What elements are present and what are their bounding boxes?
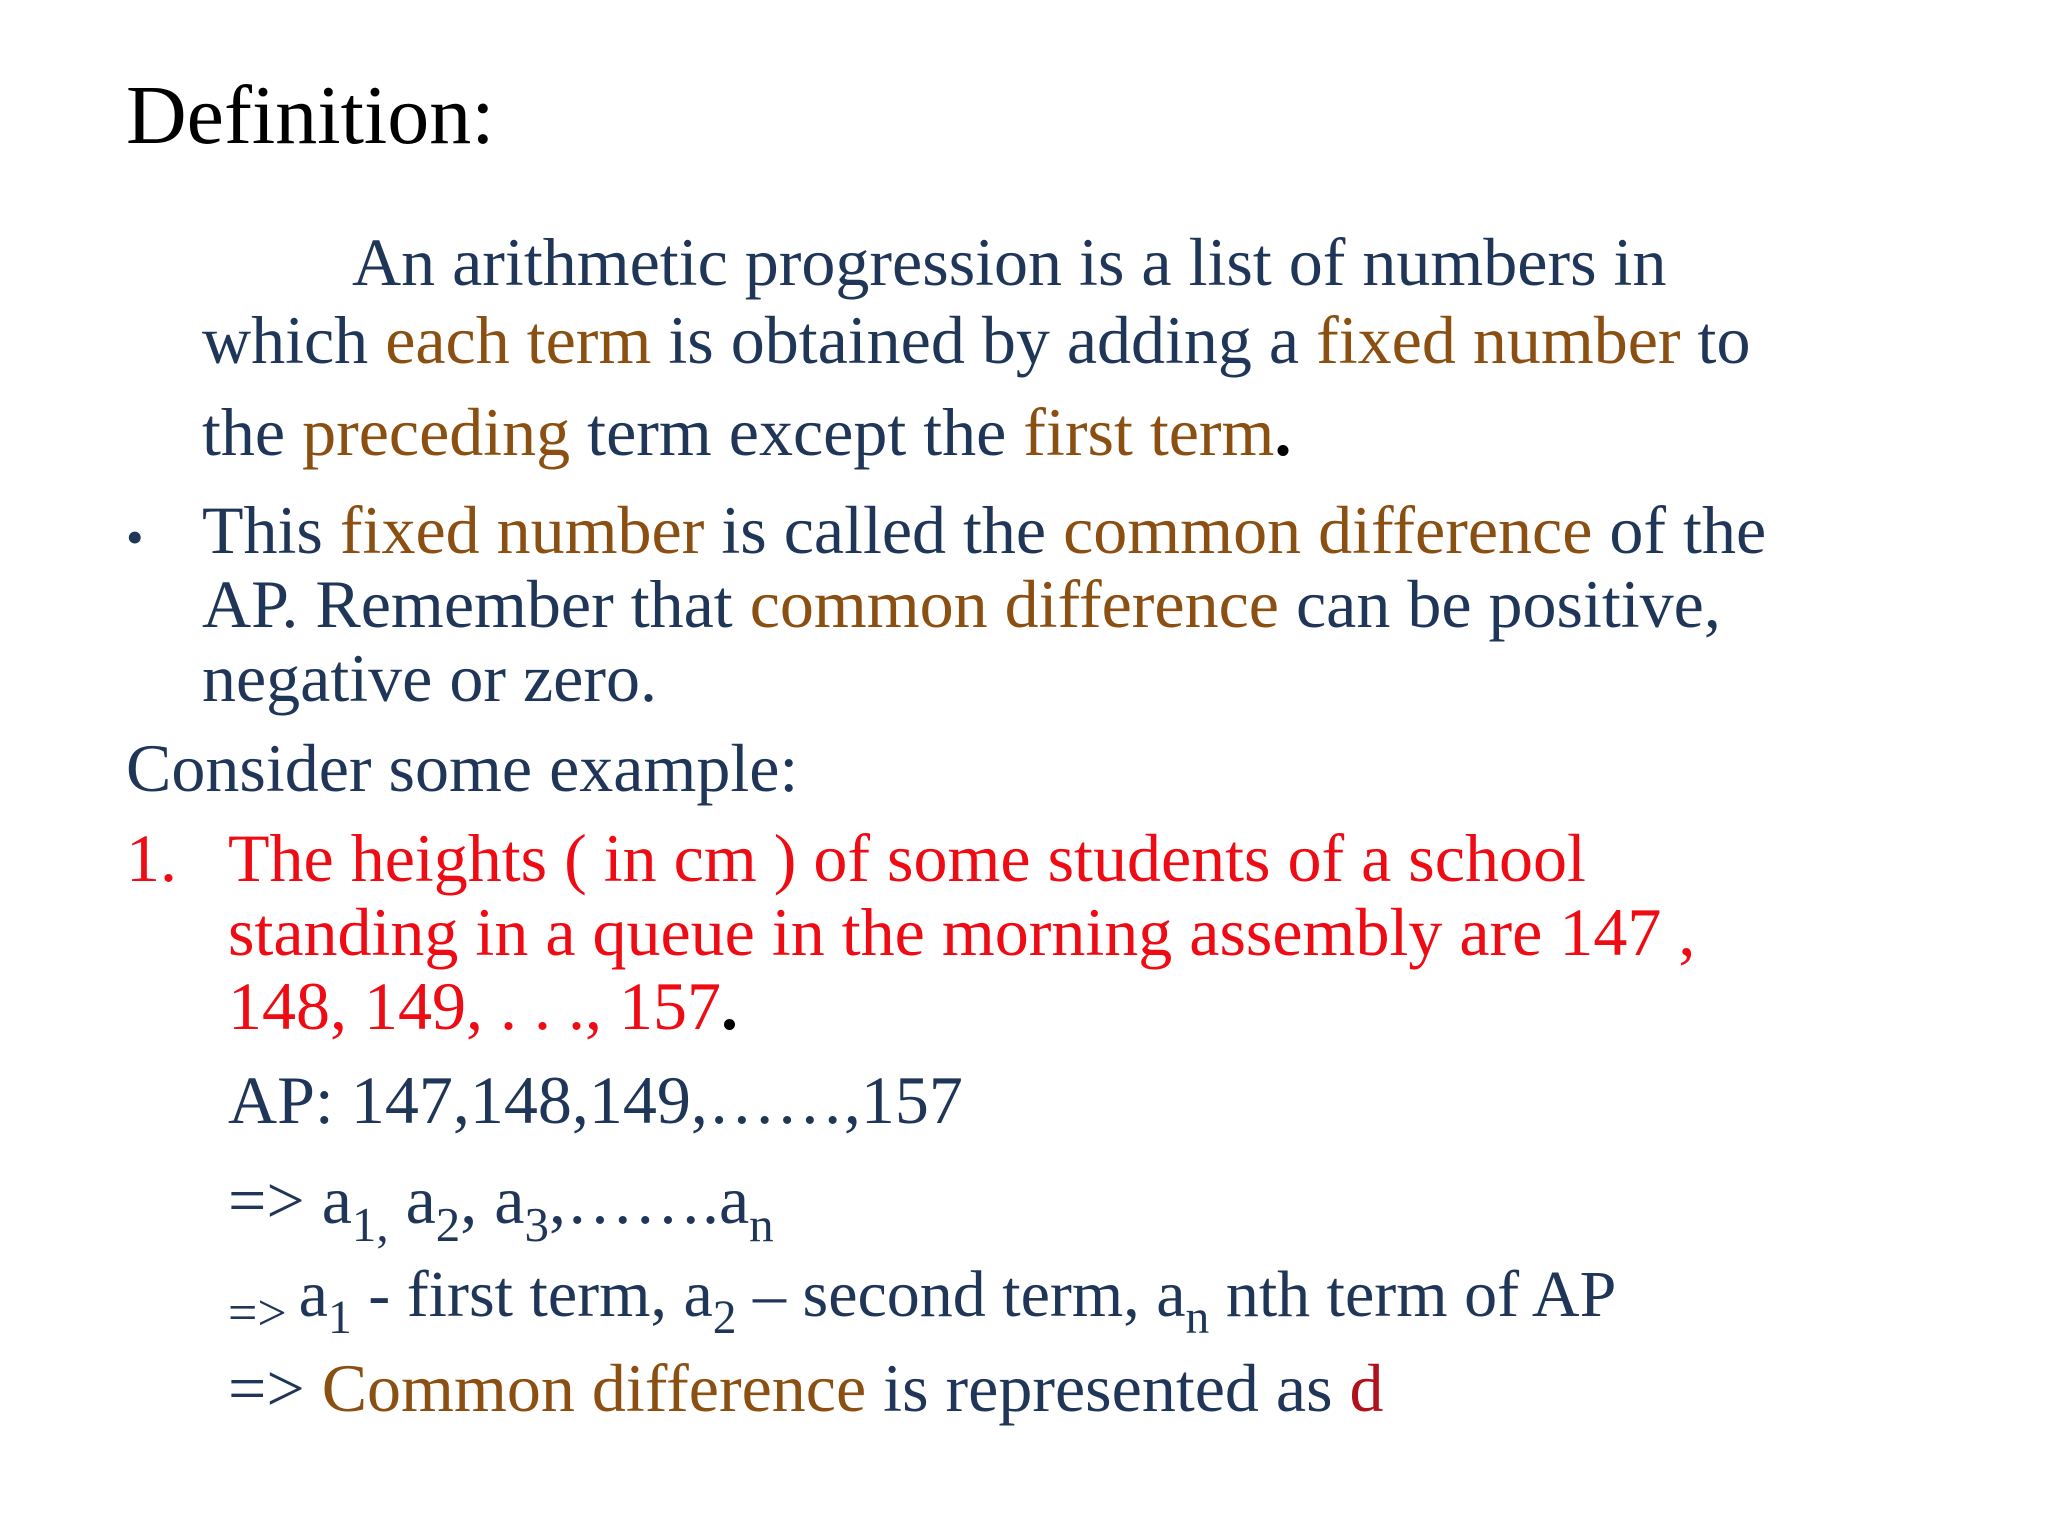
example-line-1 bbox=[228, 820, 1586, 896]
example-text: standing in a queue in the morning assembly are 147 , bbox=[228, 894, 1696, 970]
definition-text: the bbox=[202, 394, 303, 470]
consider-heading bbox=[126, 730, 799, 806]
subscript-n: n bbox=[749, 1196, 774, 1252]
subscript-1: 1 bbox=[327, 1292, 352, 1345]
spacer bbox=[389, 1162, 406, 1238]
bullet-text: This bbox=[202, 492, 340, 568]
slide-title: Definition: bbox=[126, 69, 495, 162]
example-text: The heights ( in cm ) of some students of a school bbox=[228, 820, 1586, 896]
common-difference-line bbox=[228, 1350, 1384, 1426]
highlight-each-term: each term bbox=[385, 302, 652, 378]
definition-text: to bbox=[1680, 302, 1751, 378]
description-text: – second term, bbox=[736, 1258, 1157, 1331]
highlight-first-term: first term bbox=[1023, 394, 1275, 470]
example-text: 148, 149, . . ., 157 bbox=[228, 968, 721, 1044]
highlight-common-difference: common difference bbox=[749, 566, 1279, 642]
example-number: 1. bbox=[126, 820, 177, 896]
bullet-text: is called the bbox=[704, 492, 1064, 568]
ap-line bbox=[228, 1062, 963, 1138]
subscript-n: n bbox=[1185, 1292, 1210, 1345]
term-a: a bbox=[405, 1162, 436, 1238]
bullet-text: negative or zero. bbox=[202, 640, 657, 716]
subscript-1: 1, bbox=[351, 1196, 389, 1252]
highlight-preceding: preceding bbox=[302, 394, 571, 470]
bullet-text: of the bbox=[1592, 492, 1767, 568]
consider-text: Consider some example: bbox=[126, 730, 799, 806]
term-a: a bbox=[298, 1258, 328, 1331]
example-line-2 bbox=[228, 894, 1696, 970]
highlight-common-difference: Common difference bbox=[321, 1350, 867, 1426]
term-a: a bbox=[321, 1162, 352, 1238]
definition-line-1 bbox=[352, 224, 1667, 300]
term-a: a bbox=[494, 1162, 525, 1238]
common-text: is represented as bbox=[866, 1350, 1350, 1426]
bullet-text: can be positive, bbox=[1278, 566, 1721, 642]
terms-line bbox=[228, 1162, 774, 1252]
description-line bbox=[228, 1258, 1617, 1345]
example-line-3 bbox=[228, 968, 738, 1044]
definition-text: is obtained by adding a bbox=[651, 302, 1317, 378]
highlight-common-difference: common difference bbox=[1063, 492, 1593, 568]
definition-text: which bbox=[202, 302, 386, 378]
bullet-line-3 bbox=[202, 640, 657, 716]
term-a: a bbox=[683, 1258, 713, 1331]
arrow: => bbox=[228, 1285, 287, 1342]
description-text: nth term of AP bbox=[1209, 1258, 1617, 1331]
arrow: => bbox=[228, 1350, 322, 1426]
description-text: - first term, bbox=[351, 1258, 684, 1331]
bullet-line-1 bbox=[202, 492, 1767, 568]
definition-line-2 bbox=[202, 302, 1751, 378]
subscript-2: 2 bbox=[435, 1196, 461, 1252]
spacer bbox=[305, 1162, 322, 1238]
ap-sequence: AP: 147,148,149,……,157 bbox=[228, 1062, 963, 1138]
highlight-fixed-number: fixed number bbox=[1316, 302, 1681, 378]
definition-text: term except the bbox=[570, 394, 1024, 470]
example-period: . bbox=[721, 968, 738, 1044]
subscript-2: 2 bbox=[712, 1292, 737, 1345]
separator: , bbox=[460, 1162, 495, 1238]
definition-period: . bbox=[1274, 394, 1292, 470]
ellipsis-term: ,…….a bbox=[548, 1162, 750, 1238]
highlight-fixed-number: fixed number bbox=[339, 492, 705, 568]
bullet-line-2 bbox=[202, 566, 1721, 642]
variable-d: d bbox=[1349, 1350, 1384, 1426]
arrow: => bbox=[228, 1162, 305, 1238]
subscript-3: 3 bbox=[524, 1196, 549, 1252]
definition-line-3 bbox=[202, 394, 1292, 470]
bullet-marker: • bbox=[126, 509, 144, 565]
definition-line-1-text: An arithmetic progression is a list of numbers in bbox=[352, 224, 1667, 300]
term-a: a bbox=[1156, 1258, 1186, 1331]
bullet-text: AP. Remember that bbox=[202, 566, 750, 642]
